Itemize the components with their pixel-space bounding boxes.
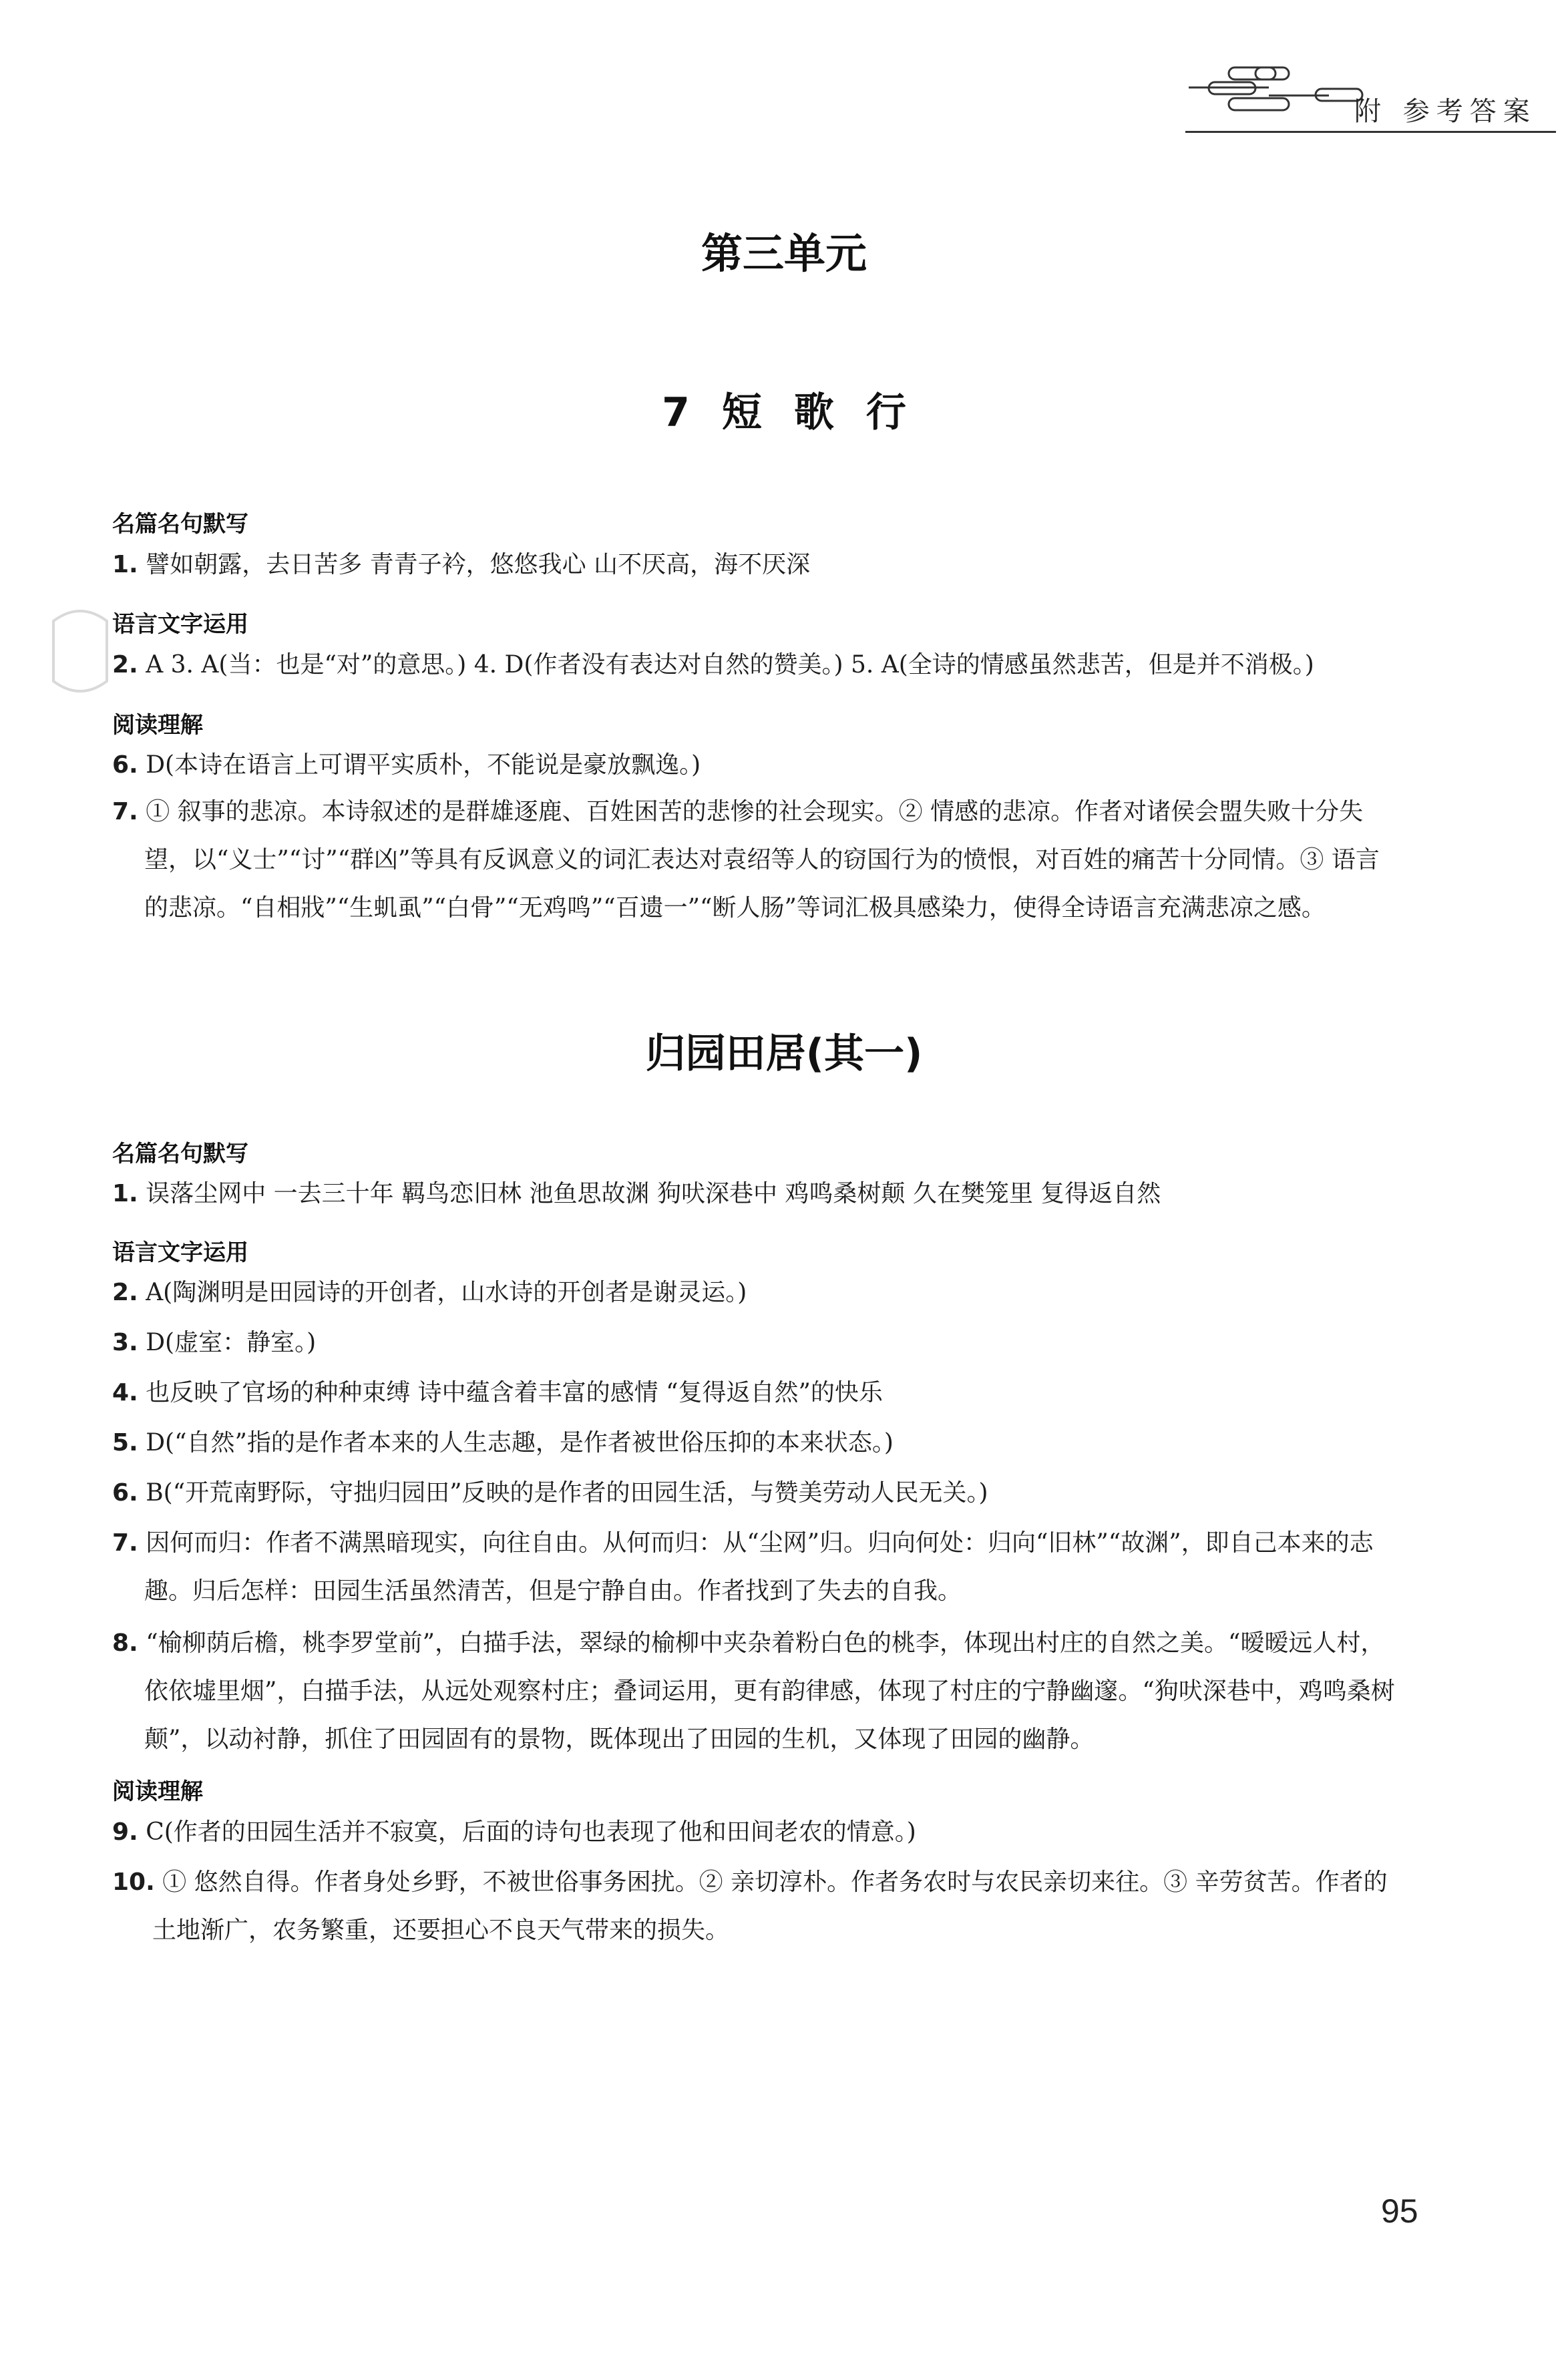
lesson-title-char: 歌: [793, 389, 834, 436]
item-number: 1.: [112, 551, 138, 578]
section-heading: 阅读理解: [112, 712, 203, 739]
item-number: 1.: [112, 1180, 138, 1207]
lesson-title-char: 行: [865, 389, 906, 436]
item-text: B(“开荒南野际，守拙归园田”反映的是作者的田园生活，与赞美劳动人民无关。): [146, 1479, 988, 1507]
lesson-number: 7: [662, 389, 690, 436]
item-text: D(本诗在语言上可谓平实质朴，不能说是豪放飘逸。): [146, 751, 701, 779]
answer-item: [112, 1858, 1401, 1955]
header-label: 附 参考答案: [1354, 96, 1537, 127]
page-number: 95: [1381, 2192, 1418, 2230]
lesson-title-guiyuantianju: 归园田居(其一): [645, 1030, 923, 1077]
answer-item: [112, 1319, 1401, 1367]
answer-item: [112, 741, 1401, 789]
answer-item: [112, 541, 1401, 589]
item-number: 6.: [112, 1479, 138, 1507]
item-number: 6.: [112, 751, 138, 779]
header-rule: [1185, 131, 1556, 133]
item-text: 因何而归：作者不满黑暗现实，向往自由。从何而归：从“尘网”归。归向何处：归向“旧林”“故渊”，即自己本来的志趣。归后怎样：田园生活虽然清苦，但是宁静自由。作者找到了失去的自我。: [144, 1529, 1374, 1605]
item-text: ① 悠然自得。作者身处乡野，不被世俗事务困扰。② 亲切淳朴。作者务农时与农民亲切来往。③ 辛劳贫苦。作者的土地渐广，农务繁重，还要担心不良天气带来的损失。: [152, 1869, 1388, 1944]
item-number: 2.: [112, 1279, 138, 1306]
answer-item: [112, 1269, 1401, 1317]
item-number: 5.: [112, 1429, 138, 1456]
section-heading: 阅读理解: [112, 1778, 203, 1805]
answer-item: [112, 1170, 1401, 1218]
unit-title: 第三单元: [701, 229, 867, 278]
answer-item: [112, 641, 1401, 689]
section-heading: 名篇名句默写: [112, 511, 248, 538]
item-number: 9.: [112, 1818, 138, 1846]
item-number: 3.: [112, 1329, 138, 1356]
answer-item: [112, 1808, 1401, 1856]
answer-item: [112, 1519, 1400, 1615]
lesson-title-char: 短: [721, 389, 762, 436]
answer-item: [112, 788, 1400, 932]
item-number: 4.: [112, 1379, 138, 1406]
item-text: 误落尘网中 一去三十年 羁鸟恋旧林 池鱼思故渊 狗吠深巷中 鸡鸣桑树颠 久在樊笼里 复得返自然: [146, 1180, 1161, 1207]
answer-item: [112, 1419, 1401, 1467]
answer-item: [112, 1619, 1400, 1764]
item-text: D(虚室：静室。): [146, 1329, 317, 1356]
item-number: 8.: [112, 1629, 138, 1657]
answer-item: [112, 1469, 1401, 1517]
section-heading: 名篇名句默写: [112, 1141, 248, 1167]
section-heading: 语言文字运用: [112, 1239, 248, 1266]
item-text: A 3. A(当：也是“对”的意思。) 4. D(作者没有表达对自然的赞美。) 5. A(全诗的情感虽然悲苦，但是并不消极。): [146, 651, 1314, 678]
section-heading: 语言文字运用: [112, 611, 248, 638]
item-text: 也反映了官场的种种束缚 诗中蕴含着丰富的感情 “复得返自然”的快乐: [146, 1379, 883, 1406]
item-text: 譬如朝露，去日苦多 青青子衿，悠悠我心 山不厌高，海不厌深: [146, 551, 811, 578]
lesson-title-duangexing: [0, 381, 1568, 438]
item-number: 7.: [112, 1529, 138, 1557]
item-text: “榆柳荫后檐，桃李罗堂前”，白描手法，翠绿的榆柳中夹杂着粉白色的桃李，体现出村庄的自然之美。“暧暧远人村，依依墟里烟”，白描手法，从远处观察村庄；叠词运用，更有韵律感，体现了村庄的宁静幽邃。“狗吠深巷中，鸡鸣桑树颠”，以动衬静，抓住了田园固有的景物，既体现出了田园的生机，又体现了田园的幽静。: [144, 1629, 1395, 1753]
answer-item: [112, 1369, 1401, 1417]
item-number: 10.: [112, 1869, 155, 1896]
item-number: 7.: [112, 798, 138, 825]
item-text: D(“自然”指的是作者本来的人生志趣，是作者被世俗压抑的本来状态。): [146, 1429, 894, 1456]
item-text: ① 叙事的悲凉。本诗叙述的是群雄逐鹿、百姓困苦的悲惨的社会现实。② 情感的悲凉。作者对诸侯会盟失败十分失望，以“义士”“讨”“群凶”等具有反讽意义的词汇表达对袁绍等人的窃国行为的愤恨，对百姓的痛苦十分同情。③ 语言的悲凉。“自相戕”“生虮虱”“白骨”“无鸡鸣”“百遗一”“断人肠”等词汇极具感染力，使得全诗语言充满悲凉之感。: [144, 798, 1380, 922]
watermark-stamp: [40, 601, 120, 701]
item-number: 2.: [112, 651, 138, 678]
item-text: C(作者的田园生活并不寂寞，后面的诗句也表现了他和田间老农的情意。): [146, 1818, 916, 1846]
item-text: A(陶渊明是田园诗的开创者，山水诗的开创者是谢灵运。): [146, 1279, 747, 1306]
